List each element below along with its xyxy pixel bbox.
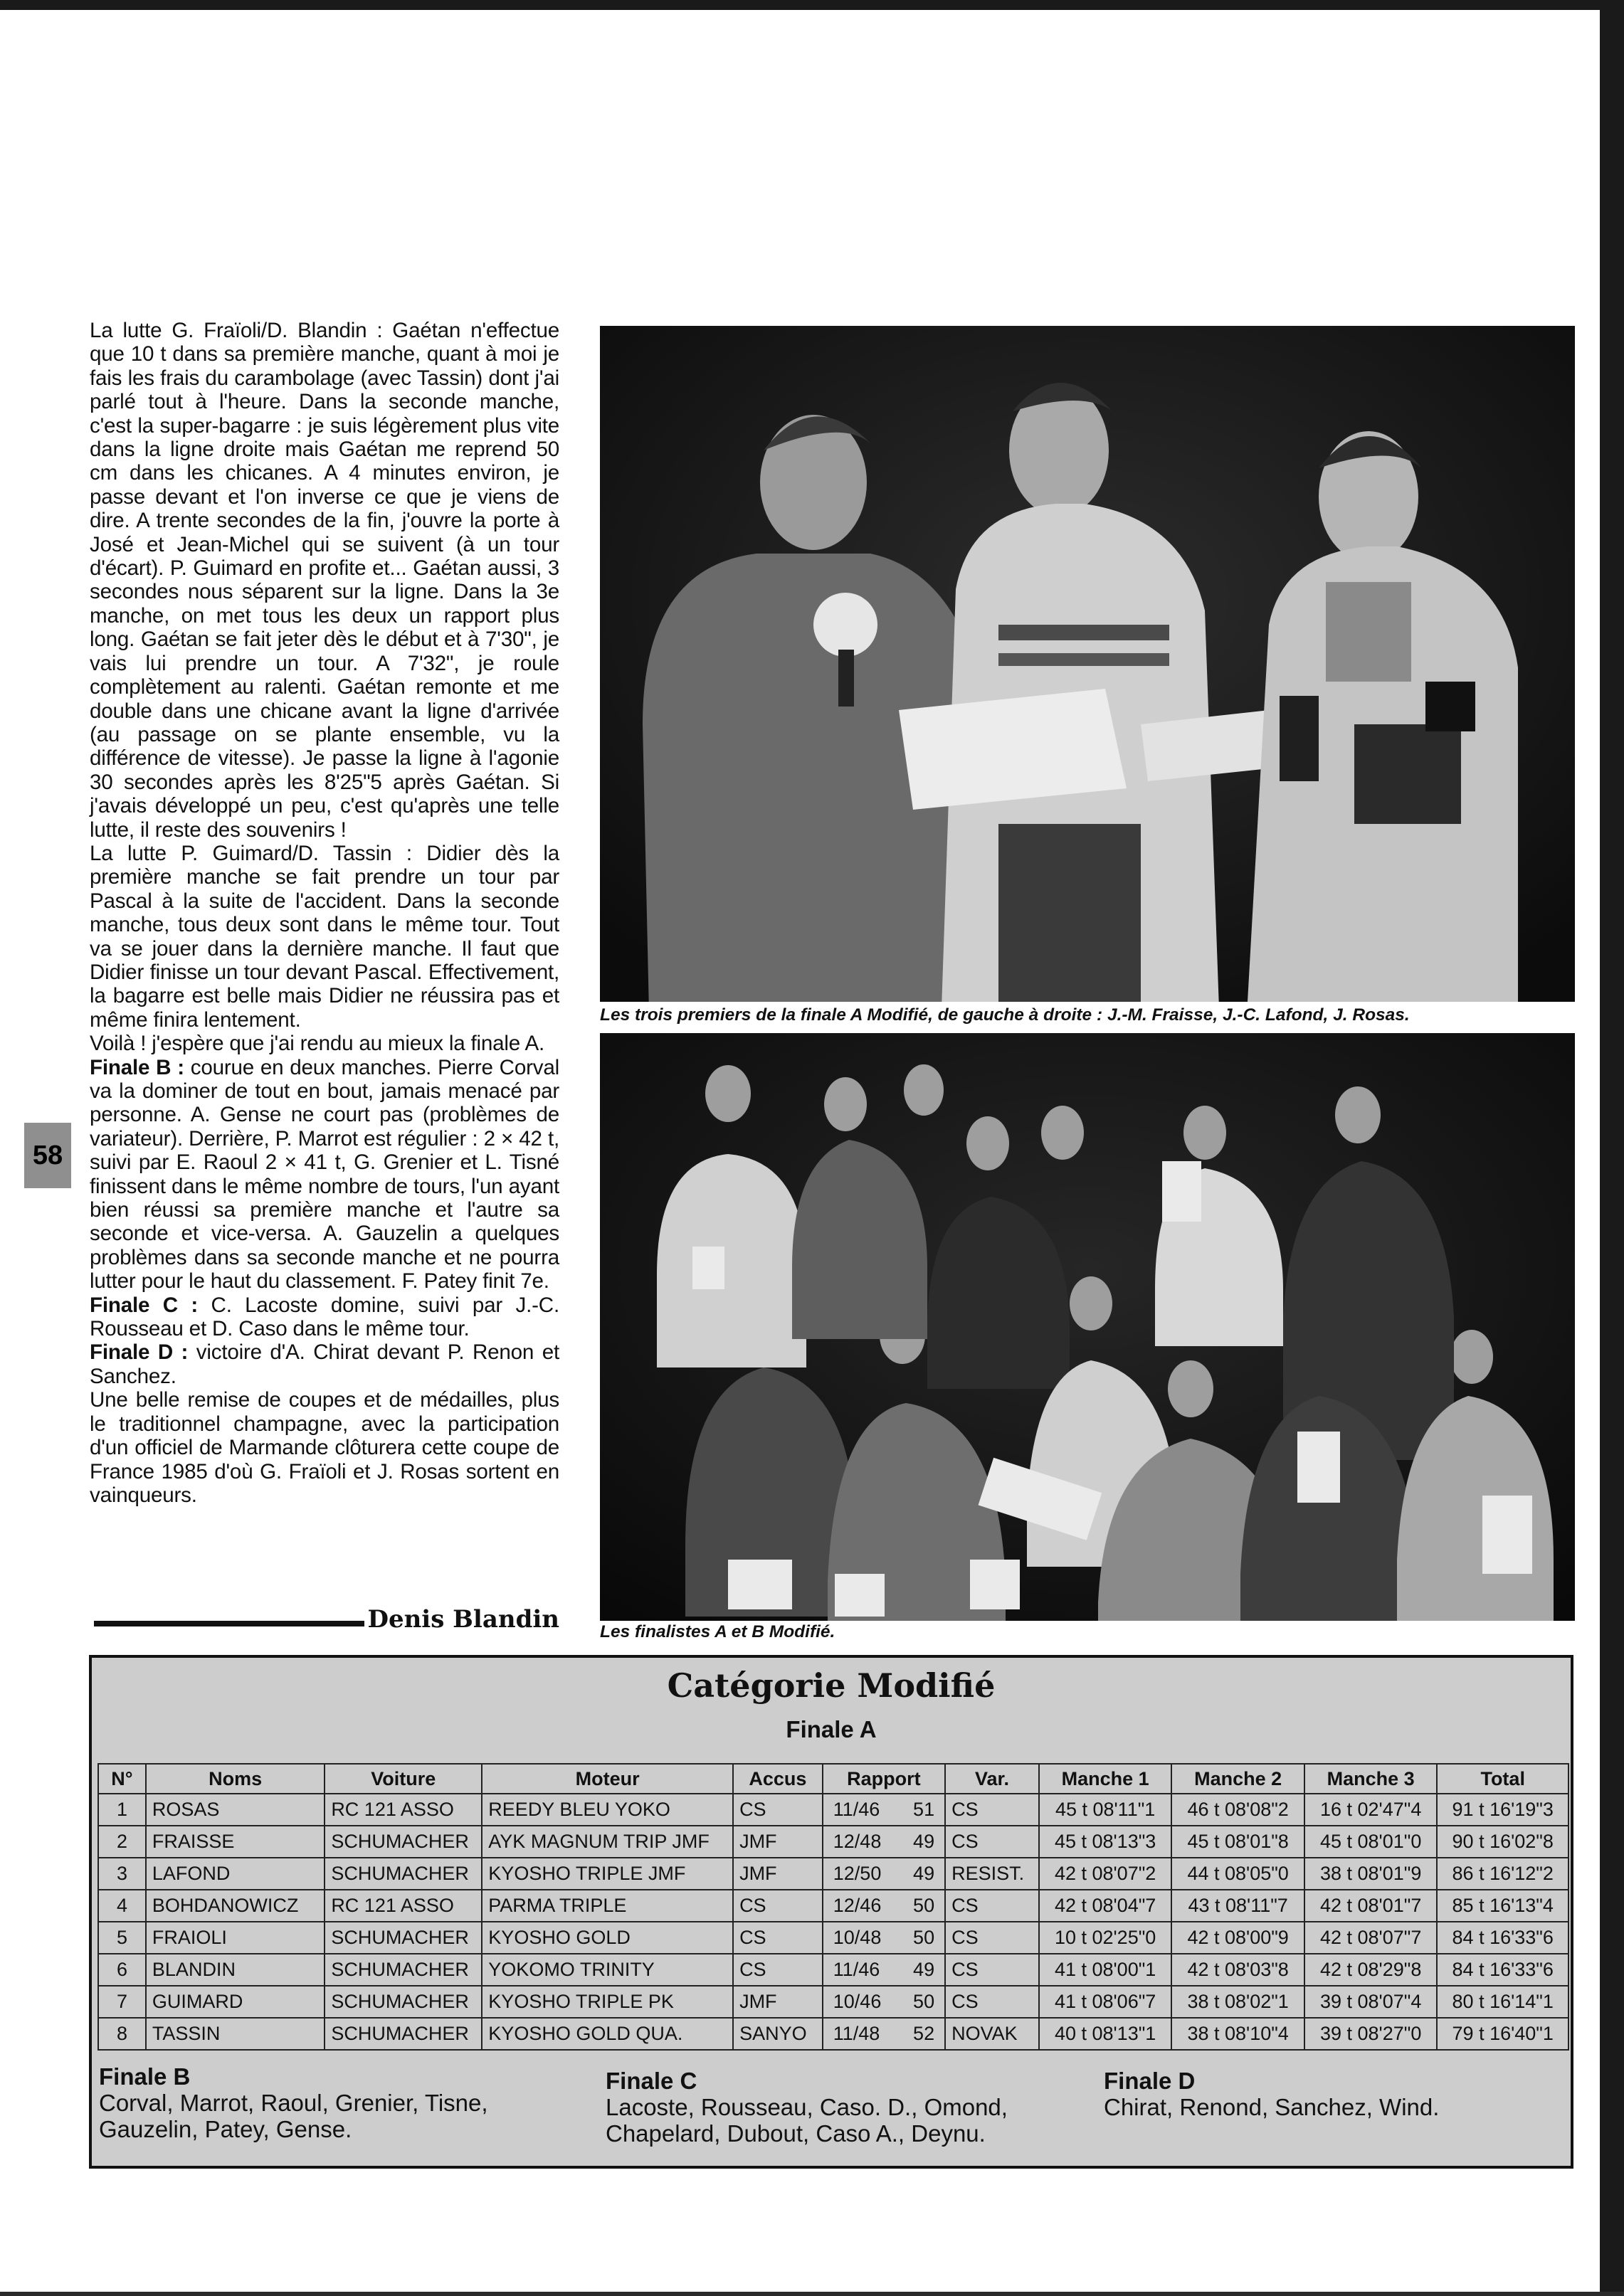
podium-photo-caption: Les trois premiers de la finale A Modifié, de gauche à droite : J.-M. Fraisse, J.-C. Lafond, J. Rosas. (600, 1005, 1410, 1025)
results-table (97, 1763, 1569, 2051)
total-cell: 85 t 16'13"4 (1437, 1890, 1568, 1922)
battery-cell: CS (733, 1890, 823, 1922)
page-number: 58 (24, 1123, 71, 1188)
finale-c-line: Chapelard, Dubout, Caso A., Deynu. (606, 2120, 986, 2147)
speed-controller-cell: CS (945, 1826, 1039, 1858)
car-cell: SCHUMACHER (325, 1826, 482, 1858)
article-paragraph: La lutte G. Fraïoli/D. Blandin : Gaétan n'effectue que 10 t dans sa première manche, quant à moi je fais les frais du carambolage (avec Tassin) dont j'ai parlé tout à l'heure. Dans la seconde manche, c'est la super-bagarre : je suis légèrement plus vite dans la ligne droite mais Gaétan me reprend 50 cm dans les chicanes. A 4 minutes environ, je passe devant et l'on inverse ce que je viens de dire. A trente secondes de la fin, j'ouvre la porte à José et Jean-Michel qui se suivent (à un tour d'écart). P. Guimard en profite et... Gaétan aussi, 3 secondes nous séparent sur la ligne. Dans la 3e manche, on met tous les deux un rapport plus long. Gaétan se fait jeter dès le début et à 7'30", je vais lui prendre un tour. A 7'32", je roule complètement au ralenti. Gaétan remonte et me double dans une chicane avant la ligne d'arrivée (au passage on se plante ensemble, vu la différence de vitesse). Je passe la ligne à l'agonie 30 secondes après les 8'25"5 après Gaétan. Si j'avais développé un peu, c'est qu'après une telle lutte, il reste des souvenirs ! (90, 319, 559, 842)
total-cell: 84 t 16'33"6 (1437, 1954, 1568, 1986)
finale-c-line: Lacoste, Rousseau, Caso. D., Omond, (606, 2094, 1008, 2120)
author-signature (90, 1604, 559, 1635)
ratio-values (829, 1927, 939, 1949)
finale-d-paragraph (90, 1340, 559, 1388)
finale-b-list (99, 2063, 488, 2142)
speed-controller-cell: RESIST. (945, 1858, 1039, 1890)
gear-ratio: 10/48 (833, 1927, 882, 1948)
rank-cell: 7 (98, 1986, 146, 2018)
gear-ratio: 11/46 (833, 1959, 880, 1980)
scan-binding-edge (1600, 0, 1624, 2296)
gear-ratio: 12/50 (833, 1863, 882, 1884)
col-header: Manche 1 (1039, 1764, 1172, 1794)
rank-cell: 6 (98, 1954, 146, 1986)
car-cell: SCHUMACHER (325, 1954, 482, 1986)
name-cell: TASSIN (146, 2018, 325, 2050)
col-header: Total (1437, 1764, 1568, 1794)
ratio-number: 49 (913, 1831, 935, 1852)
ratio-values (829, 1799, 939, 1821)
motor-cell: AYK MAGNUM TRIP JMF (482, 1826, 733, 1858)
name-cell: GUIMARD (146, 1986, 325, 2018)
heat1-cell: 40 t 08'13"1 (1039, 2018, 1172, 2050)
heat3-cell: 39 t 08'27"0 (1304, 2018, 1438, 2050)
motor-cell: PARMA TRIPLE (482, 1890, 733, 1922)
heat3-cell: 42 t 08'07"7 (1304, 1922, 1438, 1954)
battery-cell: JMF (733, 1986, 823, 2018)
finale-d-text: victoire d'A. Chirat devant P. Renon et Sanchez. (90, 1340, 559, 1388)
ratio-cell (823, 2018, 945, 2050)
col-header: Moteur (482, 1764, 733, 1794)
heat1-cell: 10 t 02'25"0 (1039, 1922, 1172, 1954)
heat3-cell: 39 t 08'07"4 (1304, 1986, 1438, 2018)
ratio-cell (823, 1794, 945, 1826)
total-cell: 80 t 16'14"1 (1437, 1986, 1568, 2018)
motor-cell: KYOSHO GOLD (482, 1922, 733, 1954)
table-row (98, 1954, 1568, 1986)
battery-cell: CS (733, 1794, 823, 1826)
ratio-number: 50 (913, 1895, 935, 1916)
finale-c-text: C. Lacoste domine, suivi par J.-C. Rousseau et D. Caso dans le même tour. (90, 1293, 559, 1341)
car-cell: SCHUMACHER (325, 2018, 482, 2050)
heat2-cell: 38 t 08'02"1 (1171, 1986, 1304, 2018)
name-cell: LAFOND (146, 1858, 325, 1890)
ratio-values (829, 1863, 939, 1885)
finalists-photo-caption: Les finalistes A et B Modifié. (600, 1622, 835, 1641)
battery-cell: SANYO (733, 2018, 823, 2050)
article-body (90, 319, 559, 1507)
table-header-row (98, 1764, 1568, 1794)
scan-top-edge (0, 0, 1624, 10)
table-row (98, 1922, 1568, 1954)
speed-controller-cell: CS (945, 1794, 1039, 1826)
rank-cell: 8 (98, 2018, 146, 2050)
ratio-cell (823, 1954, 945, 1986)
heat3-cell: 38 t 08'01"9 (1304, 1858, 1438, 1890)
rank-cell: 5 (98, 1922, 146, 1954)
finale-d-line: Chirat, Renond, Sanchez, Wind. (1104, 2094, 1440, 2120)
finale-d-label: Finale D : (90, 1340, 189, 1365)
finale-c-list (606, 2068, 1008, 2147)
speed-controller-cell: CS (945, 1890, 1039, 1922)
col-header: Manche 3 (1304, 1764, 1438, 1794)
ratio-number: 50 (913, 1991, 935, 2012)
heat2-cell: 42 t 08'03"8 (1171, 1954, 1304, 1986)
gear-ratio: 11/46 (833, 1799, 880, 1820)
total-cell: 91 t 16'19"3 (1437, 1794, 1568, 1826)
rank-cell: 3 (98, 1858, 146, 1890)
gear-ratio: 10/46 (833, 1991, 882, 2012)
heat1-cell: 42 t 08'07"2 (1039, 1858, 1172, 1890)
finale-b-text: courue en deux manches. Pierre Corval va la dominer de tout en bout, jamais menacé par personne. A. Gense ne court pas (problèmes de variateur). Derrière, P. Marrot est régulier : 2 × 42 t, suivi par E. Raoul 2 × 41 t, G. Grenier et L. Tisné finissent dans le même nombre de tours, l'un ayant bien réussi sa première manche et l'autre sa seconde et vice-versa. A. Gauzelin a quelques problèmes dans sa seconde manche et ne pourra lutter pour le haut du classement. F. Patey finit 7e. (90, 1055, 559, 1294)
battery-cell: CS (733, 1954, 823, 1986)
heat3-cell: 42 t 08'29"8 (1304, 1954, 1438, 1986)
heat3-cell: 42 t 08'01"7 (1304, 1890, 1438, 1922)
podium-photo-drawing (600, 326, 1575, 1002)
ratio-cell (823, 1986, 945, 2018)
col-header: Manche 2 (1171, 1764, 1304, 1794)
ratio-values (829, 1831, 939, 1853)
heat1-cell: 45 t 08'11"1 (1039, 1794, 1172, 1826)
motor-cell: KYOSHO GOLD QUA. (482, 2018, 733, 2050)
ratio-number: 49 (913, 1863, 935, 1884)
article-paragraph: Voilà ! j'espère que j'ai rendu au mieux la finale A. (90, 1032, 545, 1056)
car-cell: RC 121 ASSO (325, 1794, 482, 1826)
finale-c-title: Finale C (606, 2068, 697, 2094)
car-cell: SCHUMACHER (325, 1986, 482, 2018)
battery-cell: JMF (733, 1826, 823, 1858)
heat1-cell: 41 t 08'06"7 (1039, 1986, 1172, 2018)
motor-cell: KYOSHO TRIPLE JMF (482, 1858, 733, 1890)
gear-ratio: 12/48 (833, 1831, 882, 1852)
podium-photo (600, 326, 1575, 1002)
motor-cell: REEDY BLEU YOKO (482, 1794, 733, 1826)
motor-cell: KYOSHO TRIPLE PK (482, 1986, 733, 2018)
ratio-values (829, 1895, 939, 1917)
finale-c-label: Finale C : (90, 1293, 199, 1317)
rank-cell: 1 (98, 1794, 146, 1826)
heat2-cell: 46 t 08'08"2 (1171, 1794, 1304, 1826)
heat2-cell: 44 t 08'05"0 (1171, 1858, 1304, 1890)
heat2-cell: 42 t 08'00"9 (1171, 1922, 1304, 1954)
total-cell: 90 t 16'02"8 (1437, 1826, 1568, 1858)
finale-d-list (1104, 2068, 1439, 2120)
finalists-photo-drawing (600, 1033, 1575, 1621)
ratio-values (829, 1991, 939, 2013)
finale-d-title: Finale D (1104, 2068, 1196, 2094)
table-row (98, 1890, 1568, 1922)
ratio-cell (823, 1890, 945, 1922)
battery-cell: CS (733, 1922, 823, 1954)
car-cell: RC 121 ASSO (325, 1890, 482, 1922)
heat2-cell: 43 t 08'11"7 (1171, 1890, 1304, 1922)
name-cell: BOHDANOWICZ (146, 1890, 325, 1922)
gear-ratio: 11/48 (833, 2023, 880, 2044)
table-row (98, 1826, 1568, 1858)
name-cell: FRAIOLI (146, 1922, 325, 1954)
rank-cell: 4 (98, 1890, 146, 1922)
speed-controller-cell: CS (945, 1954, 1039, 1986)
ratio-cell (823, 1858, 945, 1890)
author-name: Denis Blandin (367, 1605, 559, 1634)
total-cell: 86 t 16'12"2 (1437, 1858, 1568, 1890)
ratio-number: 51 (913, 1799, 935, 1820)
col-header: Rapport (823, 1764, 945, 1794)
table-row (98, 1858, 1568, 1890)
heat2-cell: 45 t 08'01"8 (1171, 1826, 1304, 1858)
table-row (98, 1794, 1568, 1826)
heat1-cell: 41 t 08'00"1 (1039, 1954, 1172, 1986)
finale-b-paragraph (90, 1056, 559, 1294)
name-cell: BLANDIN (146, 1954, 325, 1986)
results-title: Catégorie Modifié (667, 1666, 996, 1705)
name-cell: ROSAS (146, 1794, 325, 1826)
ratio-values (829, 2023, 939, 2045)
table-row (98, 1986, 1568, 2018)
results-box (89, 1655, 1573, 2169)
finale-b-line: Corval, Marrot, Raoul, Grenier, Tisne, (99, 2090, 488, 2116)
ratio-number: 50 (913, 1927, 935, 1948)
total-cell: 79 t 16'40"1 (1437, 2018, 1568, 2050)
col-header: Accus (733, 1764, 823, 1794)
speed-controller-cell: CS (945, 1922, 1039, 1954)
car-cell: SCHUMACHER (325, 1922, 482, 1954)
heat1-cell: 45 t 08'13"3 (1039, 1826, 1172, 1858)
table-row (98, 2018, 1568, 2050)
finale-b-title: Finale B (99, 2063, 191, 2090)
total-cell: 84 t 16'33"6 (1437, 1922, 1568, 1954)
finale-b-label: Finale B : (90, 1055, 184, 1079)
col-header: Voiture (325, 1764, 482, 1794)
ratio-number: 52 (913, 2023, 935, 2044)
gear-ratio: 12/46 (833, 1895, 882, 1916)
finale-b-line: Gauzelin, Patey, Gense. (99, 2116, 352, 2142)
heat3-cell: 16 t 02'47"4 (1304, 1794, 1438, 1826)
rank-cell: 2 (98, 1826, 146, 1858)
col-header: Var. (945, 1764, 1039, 1794)
col-header: Noms (146, 1764, 325, 1794)
col-header: N° (98, 1764, 146, 1794)
heat1-cell: 42 t 08'04"7 (1039, 1890, 1172, 1922)
heat2-cell: 38 t 08'10"4 (1171, 2018, 1304, 2050)
car-cell: SCHUMACHER (325, 1858, 482, 1890)
ratio-values (829, 1959, 939, 1981)
ratio-cell (823, 1922, 945, 1954)
speed-controller-cell: CS (945, 1986, 1039, 2018)
ratio-cell (823, 1826, 945, 1858)
article-paragraph: La lutte P. Guimard/D. Tassin : Didier dès la première manche se fait prendre un tour par Pascal à la suite de l'accident. Dans la seconde manche, tous deux sont dans le même tour. Tout va se jouer dans la dernière manche. Il faut que Didier finisse un tour devant Pascal. Effectivement, la bagarre est belle mais Didier ne réussira pas et même finira lentement. (90, 841, 559, 1032)
battery-cell: JMF (733, 1858, 823, 1890)
name-cell: FRAISSE (146, 1826, 325, 1858)
finalists-photo (600, 1033, 1575, 1621)
scan-bottom-edge (0, 2292, 1624, 2296)
finale-c-paragraph (90, 1294, 559, 1341)
results-subtitle: Finale A (786, 1716, 877, 1742)
motor-cell: YOKOMO TRINITY (482, 1954, 733, 1986)
ratio-number: 49 (913, 1959, 935, 1980)
heat3-cell: 45 t 08'01"0 (1304, 1826, 1438, 1858)
article-closing: Une belle remise de coupes et de médailles, plus le traditionnel champagne, avec la participation d'un officiel de Marmande clôturera cette coupe de France 1985 d'où G. Fraïoli et J. Rosas sortent en vainqueurs. (90, 1388, 559, 1507)
results-table-body (98, 1794, 1568, 2050)
signature-rule (94, 1621, 364, 1626)
speed-controller-cell: NOVAK (945, 2018, 1039, 2050)
